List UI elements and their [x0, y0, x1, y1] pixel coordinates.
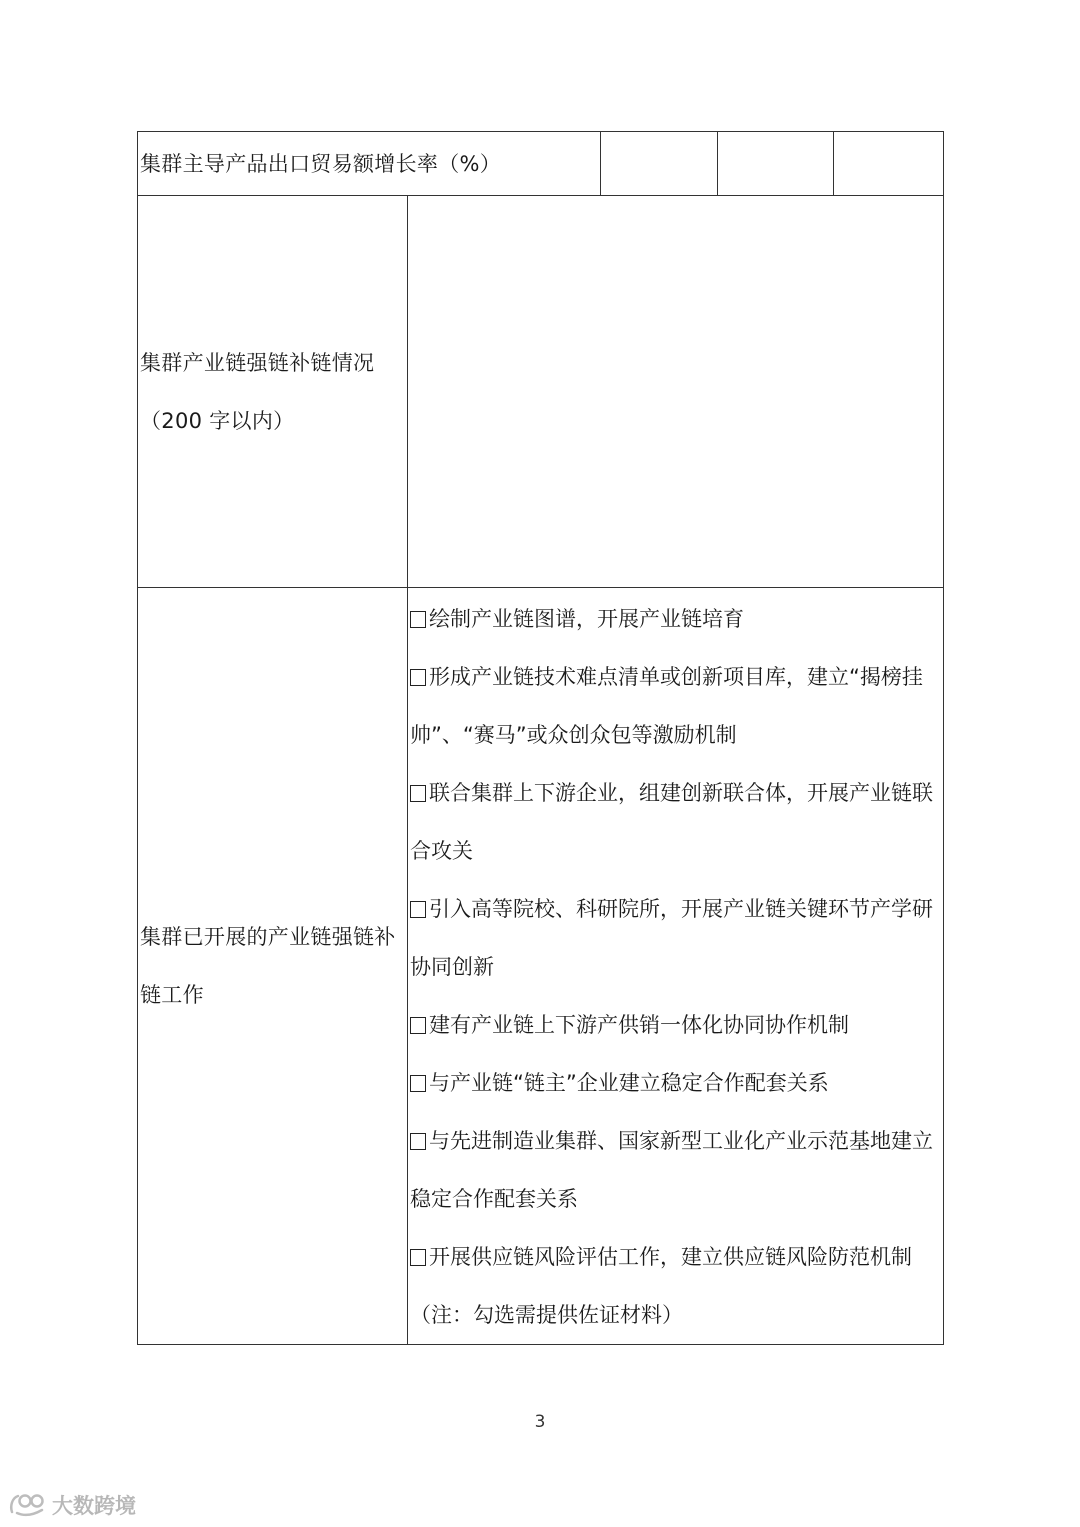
chain-status-content-field[interactable] — [408, 196, 944, 588]
export-growth-label — [138, 132, 601, 196]
option-item[interactable] — [410, 590, 935, 648]
application-form-table — [137, 131, 944, 1345]
page-number: 3 — [534, 1412, 546, 1432]
checkbox-icon[interactable] — [410, 1133, 426, 1150]
checkbox-icon[interactable] — [410, 1075, 426, 1092]
option-text: 与先进制造业集群、国家新型工业化产业示范基地建立稳定合作配套关系 — [410, 1129, 933, 1211]
checkbox-icon[interactable] — [410, 669, 426, 686]
chain-work-label-line1: 集群已开展的产业链强链补 — [140, 925, 396, 949]
chain-work-label-line2: 链工作 — [140, 983, 204, 1007]
option-text: 开展供应链风险评估工作，建立供应链风险防范机制 — [429, 1245, 912, 1269]
option-text: 绘制产业链图谱，开展产业链培育 — [429, 607, 744, 631]
checkbox-icon[interactable] — [410, 901, 426, 918]
export-growth-row — [138, 132, 944, 196]
option-text: 联合集群上下游企业，组建创新联合体，开展产业链联合攻关 — [410, 781, 933, 863]
watermark — [8, 1490, 136, 1520]
chain-status-label-line2: （200 字以内） — [140, 408, 295, 433]
export-growth-cell-3[interactable] — [834, 132, 944, 196]
chain-work-row — [138, 588, 944, 1345]
option-text: 形成产业链技术难点清单或创新项目库，建立“揭榜挂帅”、“赛马”或众创众包等激励机制 — [410, 665, 923, 747]
option-item[interactable] — [410, 996, 935, 1054]
chain-status-label-line1: 集群产业链强链补链情况 — [140, 350, 375, 375]
export-growth-label-text: 集群主导产品出口贸易额增长率（%） — [140, 151, 502, 176]
watermark-logo-icon — [8, 1492, 48, 1518]
checkbox-icon[interactable] — [410, 785, 426, 802]
option-item[interactable] — [410, 1054, 935, 1112]
export-growth-cell-2[interactable] — [718, 132, 834, 196]
watermark-text: 大数跨境 — [52, 1494, 136, 1518]
export-growth-cell-1[interactable] — [601, 132, 718, 196]
option-item[interactable] — [410, 1228, 935, 1286]
option-text: 与产业链“链主”企业建立稳定合作配套关系 — [429, 1071, 829, 1095]
checkbox-icon[interactable] — [410, 1017, 426, 1034]
chain-status-row — [138, 196, 944, 588]
checkbox-icon[interactable] — [410, 1249, 426, 1266]
option-text: 建有产业链上下游产供销一体化协同协作机制 — [429, 1013, 849, 1037]
option-item[interactable] — [410, 880, 935, 996]
checkbox-icon[interactable] — [410, 611, 426, 628]
chain-work-label — [138, 588, 408, 1345]
option-item[interactable] — [410, 1112, 935, 1228]
option-item[interactable] — [410, 648, 935, 764]
chain-status-label — [138, 196, 408, 588]
evidence-note: （注：勾选需提供佐证材料） — [410, 1303, 683, 1327]
option-text: 引入高等院校、科研院所，开展产业链关键环节产学研协同创新 — [410, 897, 933, 979]
option-item[interactable] — [410, 764, 935, 880]
chain-work-options — [408, 588, 944, 1345]
